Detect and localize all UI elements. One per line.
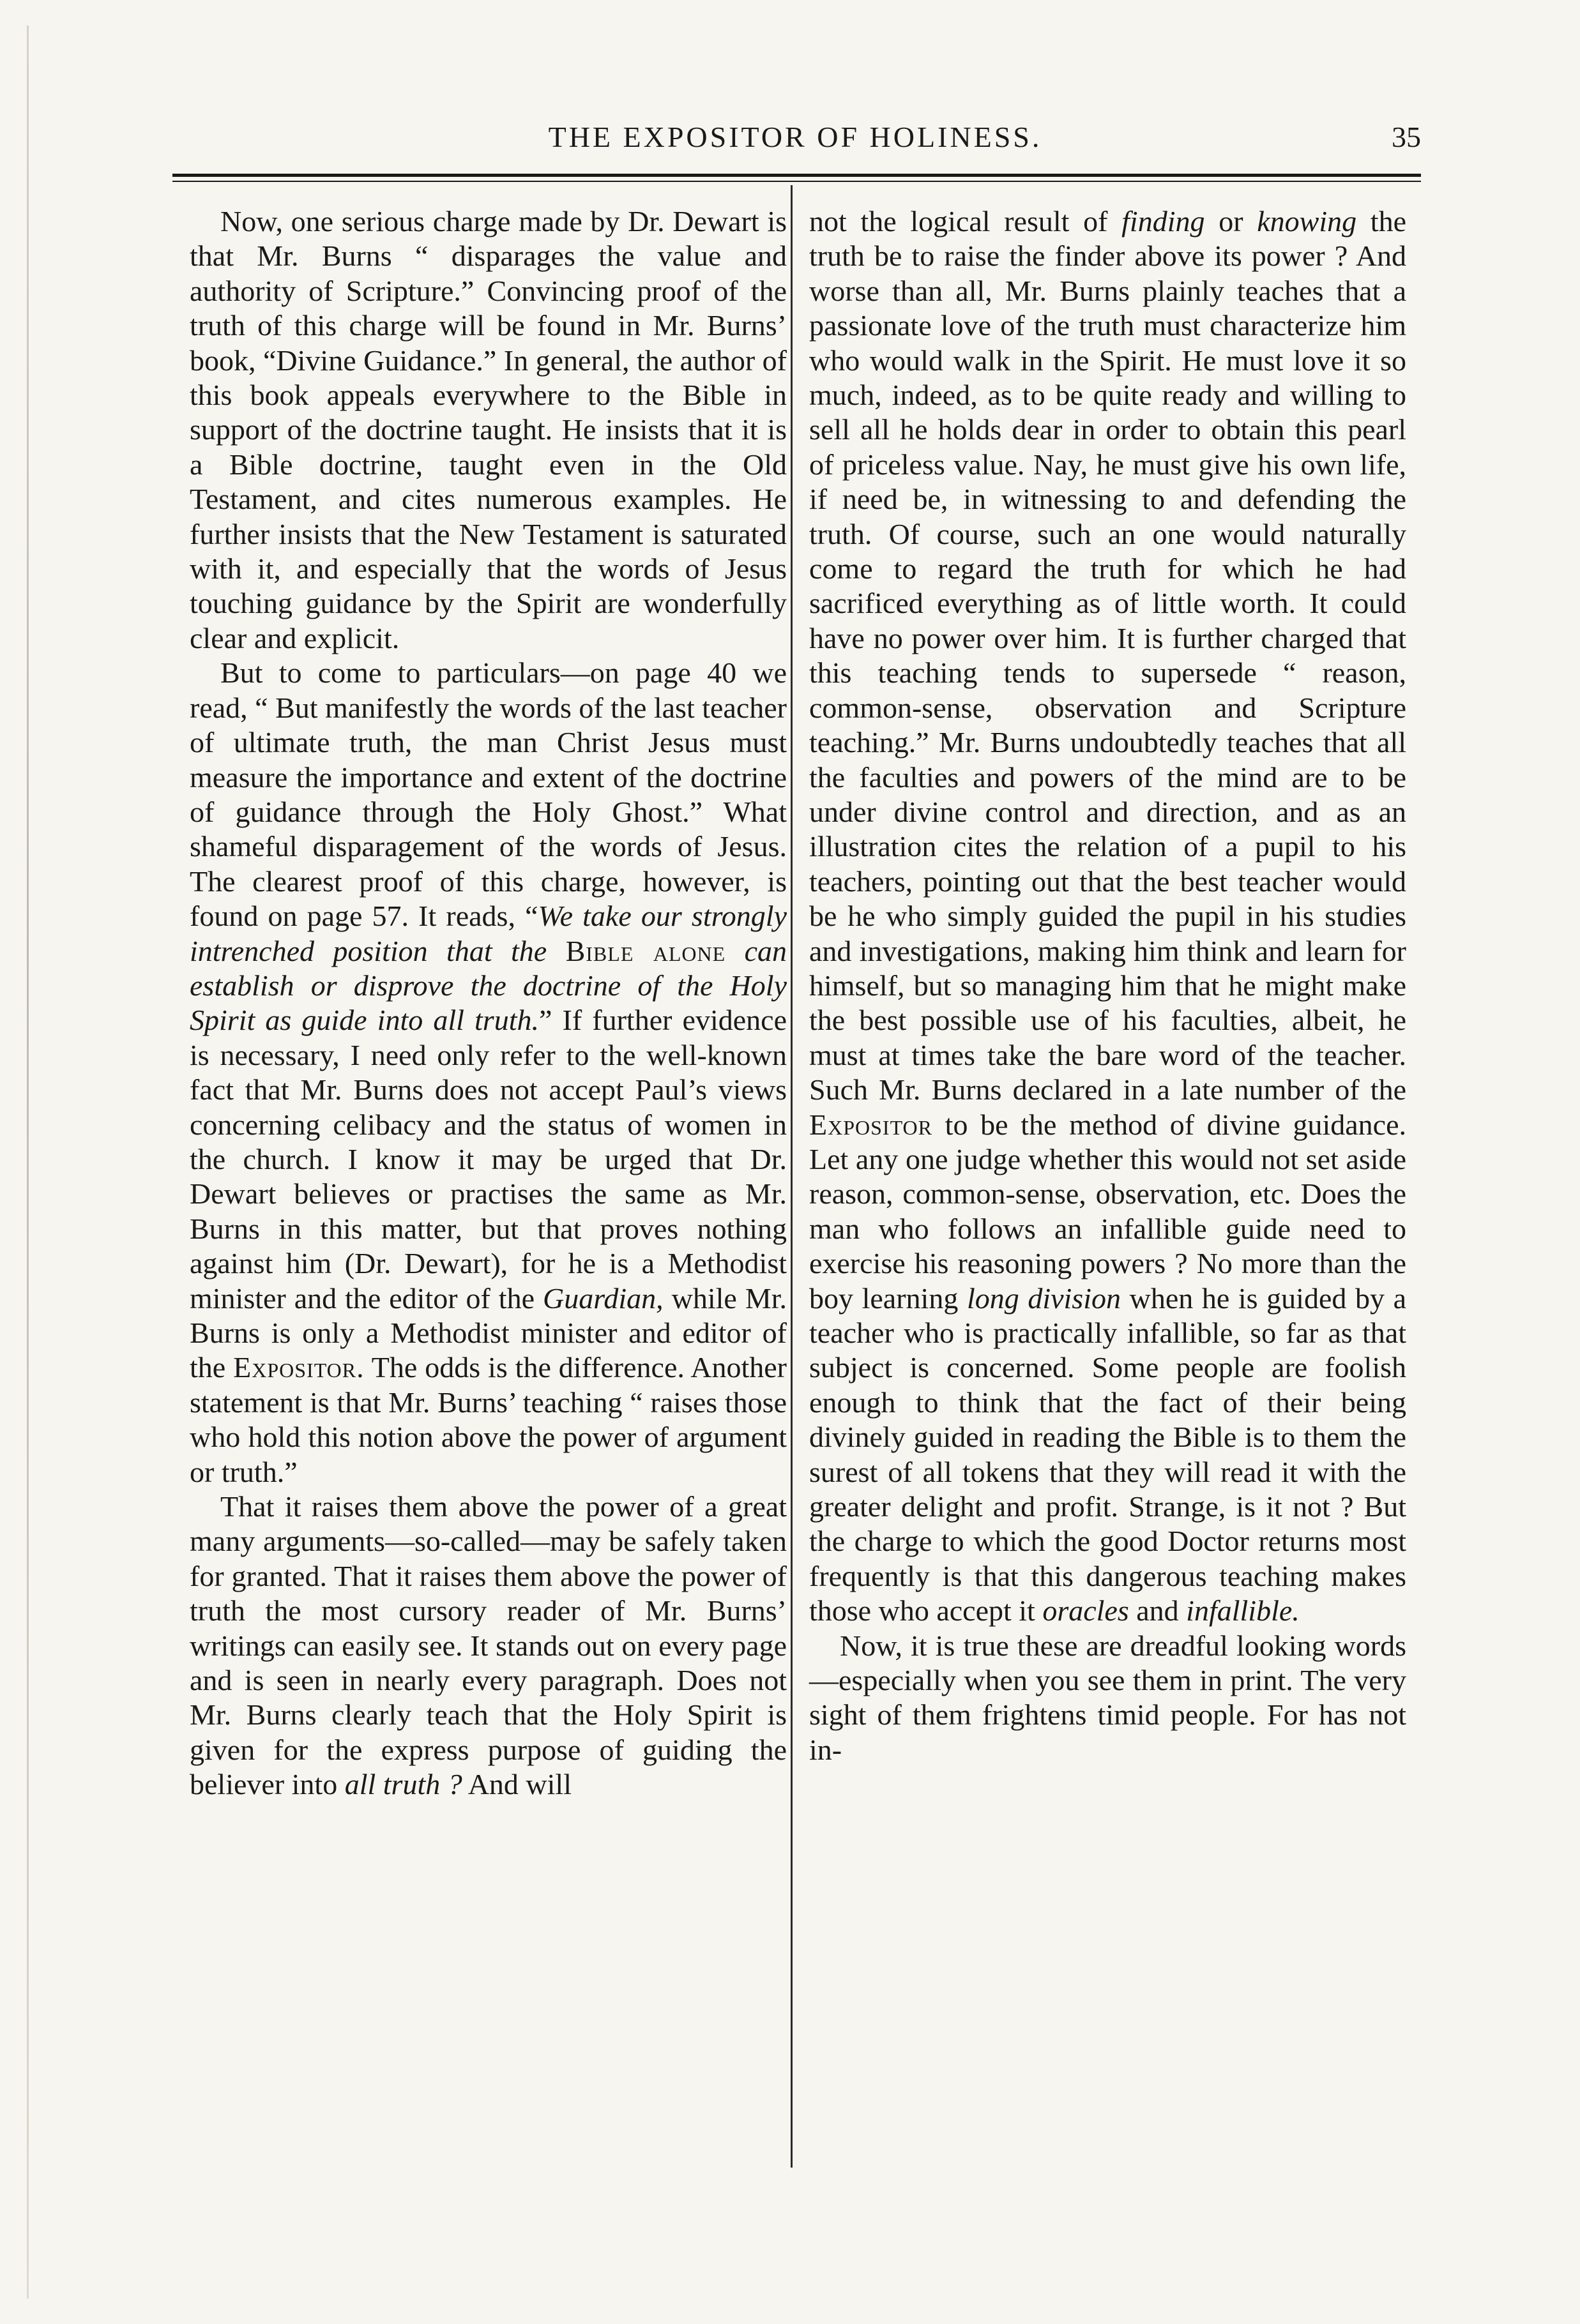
paragraph: [190, 204, 787, 656]
italic-long-division: long division: [966, 1281, 1121, 1315]
left-column: [190, 204, 787, 1802]
paragraph: [190, 656, 787, 1490]
text-run: while Mr. Burns is only a Methodist minister and editor of the: [190, 1281, 787, 1384]
italic-all-truth: all truth ?: [344, 1768, 462, 1801]
italic-quote: We take our strongly intrenched position that the: [190, 900, 787, 967]
text-run: to be the method of divine guidance. Let any one judge whether this would not set aside reason, common-sense, observation, etc. Does the man who follows an infallible guide need to exercise his reasoning powers ? No more than the boy learning: [809, 1108, 1406, 1315]
text-run: ” If further evidence is necessary, I need only refer to the well-known fact that Mr. Burns does not accept Paul’s views concerning celibacy and the status of women in the church. I know it may be urged that Dr. Dewart believes or practises the same as Mr. Burns in this matter, but that proves nothing against him (Dr. Dewart), for he is a Methodist minister and the editor of the: [190, 1004, 787, 1315]
text-run: when he is guided by a teacher who is practically infallible, so far as that subject is concerned. Some people are foolish enough to think that the fact of their being divinely guided in reading the Bible is to them the surest of all tokens that they will read it with the greater delight and profit. Strange, is it not ? But the charge to which the good Doctor returns most frequently is that this dangerous teaching makes those who accept it: [809, 1281, 1406, 1627]
italic-knowing: knowing: [1257, 205, 1357, 238]
paragraph: [190, 1490, 787, 1802]
text-run: And will: [462, 1768, 572, 1801]
right-column: [809, 204, 1406, 1767]
text-run: But to come to particulars—on page 40 we read, “ But manifestly the words of the last teacher of ultimate truth, the man Christ Jesus must measure the importance and extent of the doctrine of guidance through the Holy Ghost.” What shameful disparagement of the words of Jesus. The clearest proof of this charge, however, is found on page 57. It reads, “: [190, 656, 787, 933]
text-run: Now, one serious charge made by Dr. Dewart is that Mr. Burns “ disparages the value and authority of Scripture.” Convincing proof of the truth of this charge will be found in Mr. Burns’ book, “Divine Guidance.” In general, the author of this book appeals everywhere to the Bible in support of the doctrine taught. He insists that it is a Bible doctrine, taught even in the Old Testament, and cites numerous examples. He further insists that the New Testament is saturated with it, and especially that the words of Jesus touching guidance by the Spirit are wonderfully clear and explicit.: [190, 205, 787, 654]
page-number: 35: [1392, 121, 1421, 153]
text-run: and: [1128, 1594, 1187, 1627]
text-run: That it raises them above the power of a great many arguments—so-called—may be safely taken for granted. That it raises them above the power of truth the most cursory reader of Mr. Burns’ writings can easily see. It stands out on every page and is seen in nearly every paragraph. Does not Mr. Burns clearly teach that the Holy Spirit is given for the express purpose of guiding the believer into: [190, 1490, 787, 1801]
paragraph: [809, 204, 1406, 1629]
header-rule-thin: [172, 181, 1421, 182]
text-run: the truth be to raise the finder above its power ? And worse than all, Mr. Burns plainly teaches that a passionate love of the truth must characterize him who would walk in the Spirit. He must love it so much, indeed, as to be quite ready and willing to sell all he holds dear in order to obtain this pearl of priceless value. Nay, he must give his own life, if need be, in witnessing to and defending the truth. Of course, such an one would naturally come to regard the truth for which he had sacrificed everything as of little worth. It could have no power over him. It is further charged that this teaching tends to supersede “ reason, common-sense, observation and Scripture teaching.” Mr. Burns undoubtedly teaches that all the faculties and powers of the mind are to be under divine control and direction, and as an illustration cites the relation of a pupil to his teachers, pointing out that the best teacher would be he who simply guided the pupil in his studies and investigations, making him think and learn for himself, but so managing him that he might make the best possible use of his faculties, albeit, he must at times take the bare word of the teacher. Such Mr. Burns declared in a late number of the: [809, 205, 1407, 1106]
scan-edge: [27, 26, 29, 2298]
small-caps-expositor: Expositor: [809, 1108, 932, 1141]
running-head: [169, 107, 1421, 165]
text-run: or: [1204, 205, 1257, 238]
italic-finding: finding: [1121, 205, 1205, 238]
header-rule-thick: [172, 174, 1421, 177]
column-divider: [791, 185, 793, 2168]
text-run: The odds is the difference. Another statement is that Mr. Burns’ teaching “ raises those who hold this notion above the power of argument or truth.”: [190, 1351, 787, 1488]
running-title: THE EXPOSITOR OF HOLINESS.: [548, 121, 1042, 153]
italic-infallible: infallible.: [1186, 1594, 1300, 1627]
paragraph: [809, 1629, 1406, 1768]
text-run: not the logical result of: [809, 205, 1122, 238]
text-run: Now, it is true these are dreadful looking words—especially when you see them in print. The very sight of them frightens timid people. For has not in-: [809, 1629, 1406, 1766]
small-caps-expositor: Expositor.: [233, 1351, 365, 1384]
small-caps-bible-alone: Bible alone: [565, 934, 726, 967]
italic-quote: can establish or disprove the doctrine of the Holy Spirit as guide into all truth.: [190, 934, 787, 1037]
italic-guardian: Guardian,: [542, 1281, 664, 1315]
italic-oracles: oracles: [1042, 1594, 1129, 1627]
